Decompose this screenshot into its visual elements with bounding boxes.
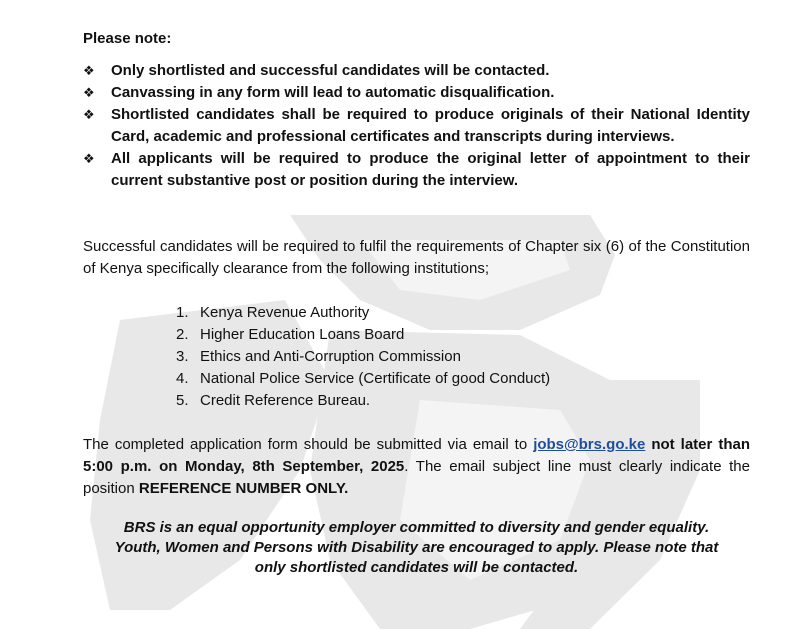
email-link[interactable]: jobs@brs.go.ke	[533, 436, 646, 453]
list-item: ❖ Only shortlisted and successful candidates will be contacted.	[83, 60, 750, 82]
list-item: ❖ All applicants will be required to produce the original letter of appointment to their current substantive post or position during the interview.	[83, 150, 750, 189]
note-heading: Please note:	[83, 30, 172, 47]
list-item: 1. Kenya Revenue Authority	[176, 304, 370, 321]
list-item: 5. Credit Reference Bureau.	[176, 392, 371, 409]
closing-statement: BRS is an equal opportunity employer committed to diversity and gender equality. Youth, Women and Persons with Disability are encouraged to apply. Please note that only shortlisted candidates will be contacted.	[114, 519, 719, 576]
diamond-bullet-icon: ❖	[83, 151, 95, 166]
diamond-bullet-icon: ❖	[83, 63, 95, 78]
list-item: 4. National Police Service (Certificate of good Conduct)	[176, 370, 551, 387]
institutions-list	[176, 302, 550, 412]
diamond-bullet-icon: ❖	[83, 85, 95, 100]
list-item: ❖ Shortlisted candidates shall be required to produce originals of their National Identity Card, academic and professional certificates and transcripts during interviews.	[83, 106, 750, 145]
list-item: 3. Ethics and Anti-Corruption Commission	[176, 348, 461, 365]
note-bullet-list	[83, 60, 750, 192]
list-item: 2. Higher Education Loans Board	[176, 326, 405, 343]
diamond-bullet-icon: ❖	[83, 107, 95, 122]
submission-paragraph: The completed application form should be submitted via email to jobs@brs.go.ke not later than 5:00 p.m. on Monday, 8th September, 2025. The email subject line must clearly indicate the position REFERENCE NUMBER ONLY.	[83, 436, 750, 497]
requirements-paragraph: Successful candidates will be required to fulfil the requirements of Chapter six (6) of the Constitution of Kenya specifically clearance from the following institutions;	[83, 238, 750, 277]
reference-emphasis: REFERENCE NUMBER ONLY.	[138, 480, 349, 497]
deadline-text: not later than 5:00 p.m. on Monday, 8th September, 2025	[83, 436, 750, 475]
list-item: ❖ Canvassing in any form will lead to automatic disqualification.	[83, 82, 750, 104]
